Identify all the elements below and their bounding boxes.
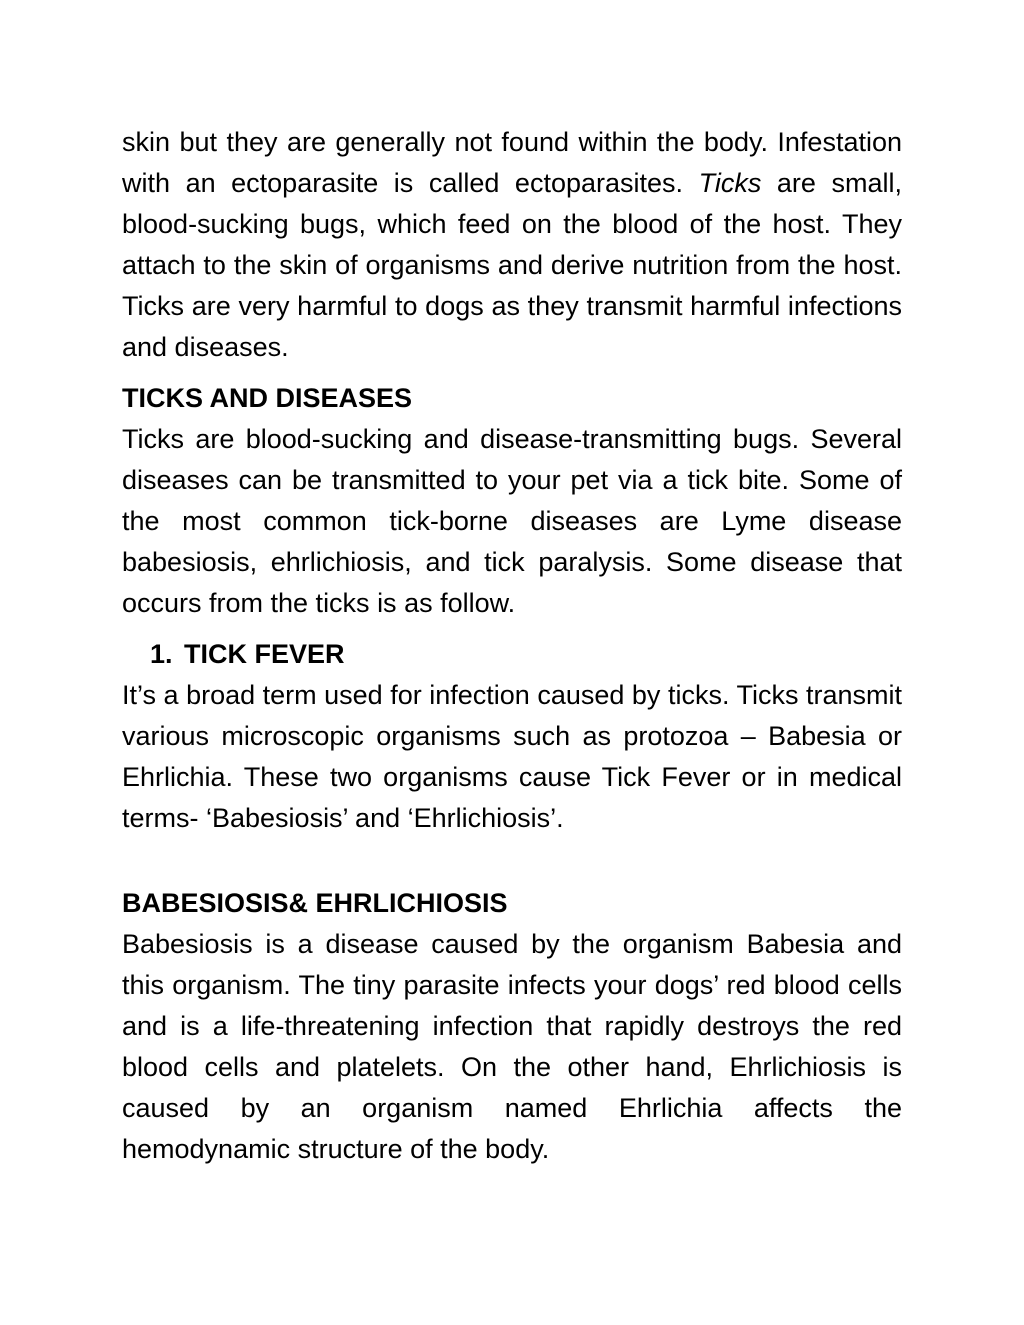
list-number: 1.	[150, 639, 173, 669]
heading-tick-fever-text: TICK FEVER	[184, 639, 345, 669]
spacer	[122, 839, 902, 883]
intro-text-part2: are small, blood-sucking bugs, which feed on the blood of the host. They attach to the skin of organisms and derive nutrition from the host. Ticks are very harmful to dogs as they transmit harmful infections and diseases.	[122, 168, 902, 362]
intro-ticks-italic: Ticks	[698, 168, 762, 198]
heading-babesiosis-ehrlichiosis: BABESIOSIS& EHRLICHIOSIS	[122, 888, 508, 918]
intro-text-part1: skin but they are generally not found within the body. Infestation with an ectoparasite is called ectoparasites.	[122, 127, 902, 198]
heading-tick-fever	[122, 634, 902, 675]
paragraph-tick-fever: It’s a broad term used for infection caused by ticks. Ticks transmit various microscopic organisms such as protozoa – Babesia or Ehrlichia. These two organisms cause Tick Fever or in medical terms- ‘Babesiosis’ and ‘Ehrlichiosis’.	[122, 680, 902, 833]
heading-ticks-and-diseases: TICKS AND DISEASES	[122, 383, 413, 413]
document-page	[122, 122, 902, 1170]
paragraph-ticks-and-diseases: Ticks are blood-sucking and disease-transmitting bugs. Several diseases can be transmitted to your pet via a tick bite. Some of the most common tick-borne diseases are Lyme disease babesiosis, ehrlichiosis, and tick paralysis. Some disease that occurs from the ticks is as follow.	[122, 424, 902, 618]
paragraph-babesiosis-ehrlichiosis: Babesiosis is a disease caused by the organism Babesia and this organism. The tiny parasite infects your dogs’ red blood cells and is a life-threatening infection that rapidly destroys the red blood cells and platelets. On the other hand, Ehrlichiosis is caused by an organism named Ehrlichia affects the hemodynamic structure of the body.	[122, 929, 902, 1164]
spacer	[122, 368, 902, 378]
intro-paragraph	[122, 122, 902, 368]
spacer	[122, 624, 902, 634]
